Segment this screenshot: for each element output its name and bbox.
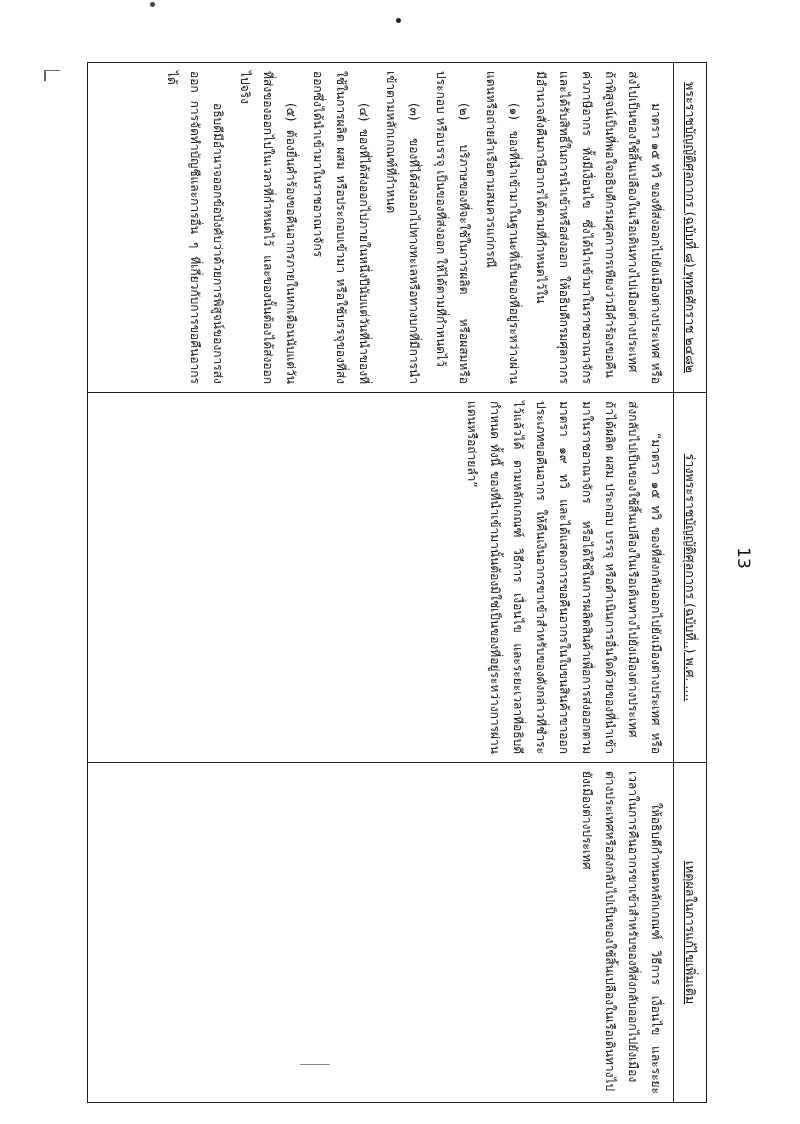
scan-artifact-line (300, 1064, 330, 1065)
current-law-item: (๑) ของที่นำเข้ามาในฐานะที่เป็นของที่อยู่ระหว่างผ่านแดนหรือถ่ายลำเรือตามสมควรแก่กรณี (484, 71, 521, 384)
header-draft-law: ร่างพระราชบัญญัติศุลกากร (ฉบับที่..) พ.ศ. .... (674, 393, 707, 763)
reason-para: ให้อธิบดีกำหนดหลักเกณฑ์ วิธีการ เงื่อนไข และระยะเวลาในการคืนอากรขาเข้าสำหรับของที่ส่งกลับออกไปยังเมืองต่างประเทศหรือส่งกลับไปเป็นของใช้สิ้นเปลืองในเรือเดินทางไปยังเมืองต่างประเทศ (580, 771, 663, 1094)
header-current-law: พระราชบัญญัติศุลกากร (ฉบับที่ ๘) พุทธศักราช ๒๔๘๒ (674, 63, 707, 393)
table-header-row (674, 63, 707, 1103)
cell-current-law (88, 63, 674, 393)
comparison-table-landscape (87, 62, 707, 1102)
current-law-para: มาตรา ๑๕ ทวิ ของที่ส่งออกไปยังเมืองต่างประเทศ หรือส่งไปเป็นของใช้สิ้นเปลืองในเรือเดินทางไปเมืองต่างประเทศ ถ้าพิสูจน์เป็นที่พอใจอธิบดีกรมศุลกากรเพียงว่ามีคำร้องขอคืนค่าภาษีอากร ทั้งมีเงื่อนไข ซึ่งได้นำเข้ามาในราชอาณาจักร และได้รับสิทธิ์ในการนำเข้าหรือส่งออก ให้อธิบดีกรมศุลกากรมีอำนาจสั่งคืนภาษีอากรได้ตามที่กำหนดไว้ใน (534, 71, 663, 384)
current-law-para: อธิบดีมีอำนาจออกข้อบังคับว่าด้วยการพิสูจน์ของการส่งออก การจัดทำบัญชีและการอื่น ๆ ที่เกี่ยวกับการขอคืนอากรได้ (165, 71, 225, 384)
scan-artifact-mark (44, 70, 60, 81)
current-law-item: (๕) ต้องยื่นคำร้องขอคืนอากรภายในหกเดือนนับแต่วันที่ส่งของออกไปในเวลาที่กำหนดไว้ และของนั้นต้องได้ส่งออกไปจริง (238, 71, 298, 384)
cell-reason (88, 763, 674, 1103)
cell-draft-law (88, 393, 674, 763)
rotated-table-wrapper (87, 62, 707, 1102)
page-number: 13 (732, 547, 753, 569)
comparison-table (87, 62, 707, 1103)
current-law-item: (๔) ของที่ได้ส่งออกไปภายในหนึ่งปีนับแต่วันที่นำของที่ใช้ในการผลิต ผสม หรือประกอบเข้ามา หรือใช้บรรจุของที่ส่งออกซึ่งได้นำเข้ามาในราชอาณาจักร (311, 71, 371, 384)
scan-artifact-dot (150, 2, 155, 7)
current-law-item: (๒) บริภาษของที่จะใช้ในการผลิต หรือผสมหรือประกอบ หรือบรรจุ เป็นของที่ส่งออก ให้ได้ตามที่กำหนดไว้ (434, 71, 471, 384)
draft-law-para: “มาตรา ๑๕ ทวิ ของที่ส่งกลับออกไปยังเมืองต่างประเทศ หรือส่งกลับไปเป็นของใช้สิ้นเปลืองในเรือเดินทางไปยังเมืองต่างประเทศ ถ้าได้ผลิต ผสม ประกอบ บรรจุ หรือดำเนินการอื่นใดด้วยของที่นำเข้ามาในราชอาณาจักร หรือได้ใช้ในการผลิตสินค้าเพื่อการส่งออกตามมาตรา ๑๙ ทวิ และได้แสดงการขอคืนอากรในใบขนสินค้าขาออกประเภทขอคืนอากร ให้คืนเงินอากรขาเข้าสำหรับของดังกล่าวที่ชำระไว้แล้วได้ ตามหลักเกณฑ์ วิธีการ เงื่อนไข และระยะเวลาที่อธิบดีกำหนด ทั้งนี้ ของที่นำเข้ามานั้นต้องมิใช่เป็นของที่อยู่ระหว่างการผ่านแดนหรือถ่ายลำ” (465, 401, 663, 754)
punch-dot (396, 18, 401, 23)
current-law-item: (๓) ของที่ได้ส่งออกไปทางทะเลหรือทางบกที่มีการนำเข้าตามหลักเกณฑ์ที่กำหนด (384, 71, 421, 384)
header-reason: เหตุผลในการแก้ไขเพิ่มเติม (674, 763, 707, 1103)
table-row (88, 63, 674, 1103)
